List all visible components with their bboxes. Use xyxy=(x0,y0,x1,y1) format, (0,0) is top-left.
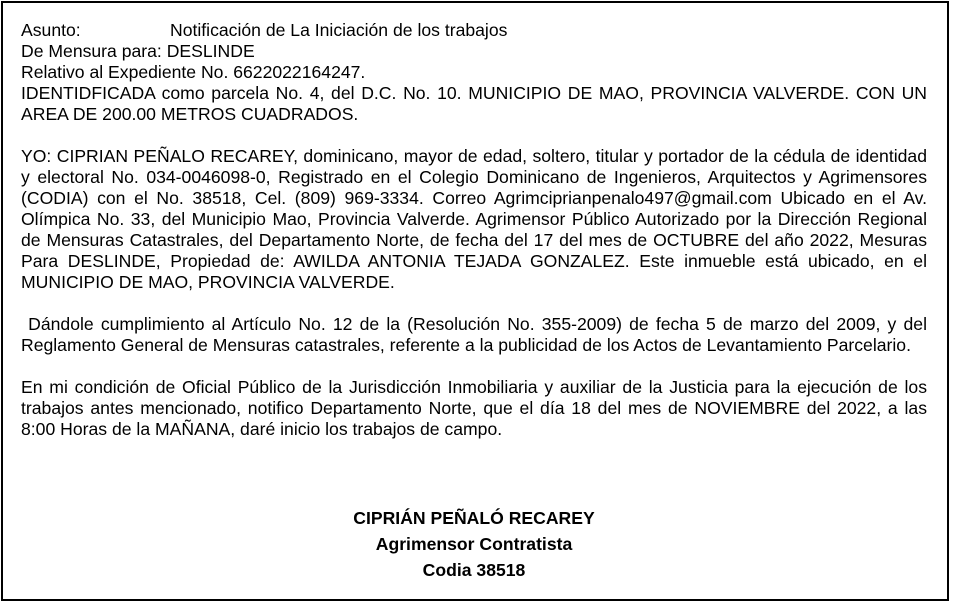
asunto-line xyxy=(21,20,927,41)
surveyor-paragraph: YO: CIPRIAN PEÑALO RECAREY, dominicano, mayor de edad, soltero, titular y portador de la cédula de identidad y electoral No. 034-0046098-0, Registrado en el Colegio Dominicano de Ingenieros, Arquitectos y Agrimensores (CODIA) con el No. 38518, Cel. (809) 969-3334. Correo Agrimciprianpenalo497@gmail.com Ubicado en el Av. Olímpica No. 33, del Municipio Mao, Provincia Valverde. Agrimensor Público Autorizado por la Dirección Regional de Mensuras Catastrales, del Departamento Norte, de fecha del 17 del mes de OCTUBRE del año 2022, Mesuras Para DESLINDE, Propiedad de: AWILDA ANTONIA TEJADA GONZALEZ. Este inmueble está ubicado, en el MUNICIPIO DE MAO, PROVINCIA VALVERDE. xyxy=(21,146,927,292)
regulation-paragraph: Dándole cumplimiento al Artículo No. 12 de la (Resolución No. 355-2009) de fecha 5 de marzo del 2009, y del Reglamento General de Mensuras catastrales, referente a la publicidad de los Actos de Levantamiento Parcelario. xyxy=(21,314,932,355)
asunto-label: Asunto: xyxy=(21,20,81,40)
expediente-line: Relativo al Expediente No. 6622022164247. xyxy=(21,62,366,82)
signature-name: CIPRIÁN PEÑALÓ RECAREY xyxy=(353,508,595,528)
mensura-line: De Mensura para: DESLINDE xyxy=(21,41,255,61)
signature-codia: Codia 38518 xyxy=(422,560,526,580)
identificada-paragraph: IDENTIDFICADA como parcela No. 4, del D.C. No. 10. MUNICIPIO DE MAO, PROVINCIA VALVERDE. CON UN AREA DE 200.00 METROS CUADRADOS. xyxy=(21,83,927,124)
signature-title: Agrimensor Contratista xyxy=(375,534,573,554)
notice-content xyxy=(21,20,932,440)
asunto-text: Notificación de La Iniciación de los trabajos xyxy=(170,20,508,40)
signature-block xyxy=(21,505,927,583)
notification-paragraph: En mi condición de Oficial Público de la Jurisdicción Inmobiliaria y auxiliar de la Justicia para la ejecución de los trabajos antes mencionado, notifico Departamento Norte, que el día 18 del mes de NOVIEMBRE del 2022, a las 8:00 Horas de la MAÑANA, daré inicio los trabajos de campo. xyxy=(21,377,927,439)
